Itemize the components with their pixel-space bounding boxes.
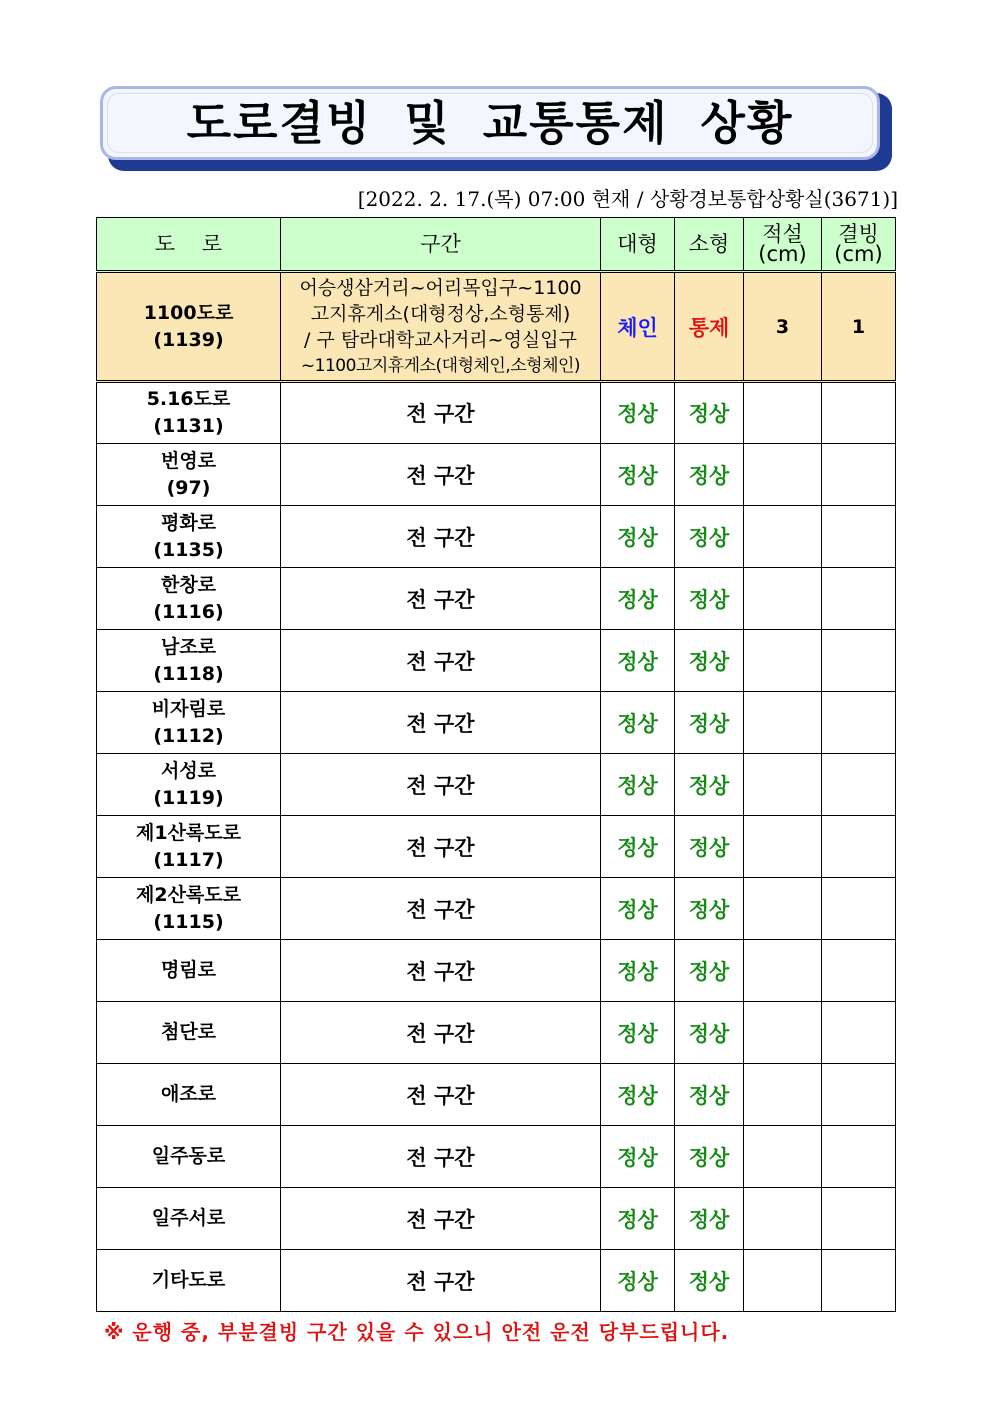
- large-vehicle-status: 정상: [601, 1250, 675, 1312]
- road-name: 첨단로: [160, 1021, 217, 1043]
- ice-depth: [822, 1064, 896, 1126]
- table-row: [97, 1250, 896, 1312]
- section-cell: 전 구간: [281, 878, 601, 940]
- ice-depth: [822, 444, 896, 506]
- table-row: [97, 1126, 896, 1188]
- table-row: [97, 878, 896, 940]
- large-vehicle-status: 정상: [601, 1126, 675, 1188]
- section-cell: 전 구간: [281, 940, 601, 1002]
- large-vehicle-status: 정상: [601, 878, 675, 940]
- table-row: [97, 444, 896, 506]
- snow-depth: [744, 816, 822, 878]
- header-snow-unit: (cm): [758, 242, 807, 266]
- road-name: 제2산록도로: [136, 883, 241, 906]
- section-cell: 전 구간: [281, 1126, 601, 1188]
- large-vehicle-status: 체인: [601, 272, 675, 382]
- table-row: [97, 1064, 896, 1126]
- road-name: 일주동로: [151, 1145, 226, 1167]
- snow-depth: [744, 1064, 822, 1126]
- ice-depth: [822, 1126, 896, 1188]
- road-status-table: [96, 217, 896, 1312]
- ice-depth: 1: [822, 272, 896, 382]
- header-section: 구간: [281, 218, 601, 272]
- snow-depth: [744, 382, 822, 444]
- road-cell: [97, 272, 281, 382]
- road-number: (1118): [153, 662, 224, 685]
- road-number: (1116): [153, 600, 224, 623]
- large-vehicle-status: 정상: [601, 444, 675, 506]
- large-vehicle-status: 정상: [601, 816, 675, 878]
- report-date-line: [2022. 2. 17.(목) 07:00 현재 / 상황경보통합상황실(3671)]: [357, 187, 898, 211]
- section-line: / 구 탐라대학교사거리~영실입구: [303, 328, 577, 351]
- road-cell: [97, 692, 281, 754]
- road-number: (1139): [153, 328, 224, 351]
- large-vehicle-status: 정상: [601, 506, 675, 568]
- road-cell: [97, 568, 281, 630]
- road-name: 한창로: [160, 573, 217, 596]
- header-ice-label: 결빙: [838, 222, 879, 246]
- large-vehicle-status: 정상: [601, 1002, 675, 1064]
- small-vehicle-status: 정상: [675, 940, 744, 1002]
- small-vehicle-status: 정상: [675, 506, 744, 568]
- road-name: 제1산록도로: [136, 821, 241, 844]
- section-cell: 전 구간: [281, 692, 601, 754]
- ice-depth: [822, 630, 896, 692]
- section-cell: 전 구간: [281, 1002, 601, 1064]
- header-snow-label: 적설: [762, 222, 803, 246]
- snow-depth: [744, 940, 822, 1002]
- road-number: (1135): [153, 538, 224, 561]
- small-vehicle-status: 정상: [675, 816, 744, 878]
- road-cell: [97, 630, 281, 692]
- small-vehicle-status: 정상: [675, 1188, 744, 1250]
- snow-depth: [744, 692, 822, 754]
- header-road-label: 도 로: [154, 232, 223, 256]
- road-cell: [97, 1250, 281, 1312]
- section-line: ~1100고지휴게소(대형체인,소형체인): [300, 355, 581, 376]
- snow-depth: [744, 1250, 822, 1312]
- road-name: 애조로: [160, 1083, 217, 1105]
- road-name: 비자림로: [151, 697, 226, 720]
- table-row: [97, 382, 896, 444]
- table-row: [97, 568, 896, 630]
- ice-depth: [822, 754, 896, 816]
- road-cell: [97, 1126, 281, 1188]
- road-number: (1131): [153, 415, 224, 437]
- small-vehicle-status: 정상: [675, 878, 744, 940]
- section-cell: 전 구간: [281, 816, 601, 878]
- small-vehicle-status: 정상: [675, 754, 744, 816]
- snow-depth: [744, 1002, 822, 1064]
- ice-depth: [822, 506, 896, 568]
- ice-depth: [822, 1188, 896, 1250]
- table-row: [97, 816, 896, 878]
- large-vehicle-status: 정상: [601, 754, 675, 816]
- section-cell: 전 구간: [281, 1250, 601, 1312]
- header-small-vehicle: 소형: [675, 218, 744, 272]
- header-ice: [822, 218, 896, 272]
- small-vehicle-status: 정상: [675, 1126, 744, 1188]
- road-cell: [97, 940, 281, 1002]
- small-vehicle-status: 정상: [675, 1064, 744, 1126]
- snow-depth: [744, 754, 822, 816]
- road-cell: [97, 754, 281, 816]
- road-cell: [97, 1002, 281, 1064]
- ice-depth: [822, 568, 896, 630]
- road-cell: [97, 382, 281, 444]
- snow-depth: [744, 1126, 822, 1188]
- snow-depth: [744, 444, 822, 506]
- road-name: 평화로: [160, 511, 217, 534]
- road-number: (1117): [153, 848, 224, 871]
- road-number: (1112): [153, 724, 224, 747]
- page-title: 도로결빙 및 교통통제 상황: [186, 96, 794, 150]
- title-banner: [100, 86, 886, 166]
- section-cell: 전 구간: [281, 630, 601, 692]
- small-vehicle-status: 정상: [675, 444, 744, 506]
- header-road: [97, 218, 281, 272]
- table-row: [97, 940, 896, 1002]
- ice-depth: [822, 816, 896, 878]
- snow-depth: [744, 506, 822, 568]
- section-cell: 전 구간: [281, 1188, 601, 1250]
- large-vehicle-status: 정상: [601, 630, 675, 692]
- road-name: 남조로: [160, 635, 217, 658]
- section-cell: 전 구간: [281, 382, 601, 444]
- ice-depth: [822, 940, 896, 1002]
- road-cell: [97, 1064, 281, 1126]
- snow-depth: [744, 1188, 822, 1250]
- safety-notice: ※ 운행 중, 부분결빙 구간 있을 수 있으니 안전 운전 당부드립니다.: [104, 1320, 730, 1344]
- table-row-1100-road: [97, 272, 896, 382]
- large-vehicle-status: 정상: [601, 568, 675, 630]
- snow-depth: [744, 568, 822, 630]
- road-cell: [97, 816, 281, 878]
- ice-depth: [822, 878, 896, 940]
- large-vehicle-status: 정상: [601, 382, 675, 444]
- ice-depth: [822, 382, 896, 444]
- section-cell: 전 구간: [281, 506, 601, 568]
- road-name: 일주서로: [151, 1207, 226, 1229]
- road-cell: [97, 506, 281, 568]
- small-vehicle-status: 정상: [675, 1002, 744, 1064]
- table-row: [97, 1002, 896, 1064]
- ice-depth: [822, 692, 896, 754]
- road-name: 명림로: [160, 959, 217, 981]
- section-cell: 전 구간: [281, 754, 601, 816]
- road-cell: [97, 444, 281, 506]
- header-large-vehicle: 대형: [601, 218, 675, 272]
- table-header-row: [97, 218, 896, 272]
- road-name: 서성로: [160, 759, 217, 782]
- table-row: [97, 1188, 896, 1250]
- snow-depth: [744, 878, 822, 940]
- table-row: [97, 506, 896, 568]
- header-snow: [744, 218, 822, 272]
- section-cell: 전 구간: [281, 1064, 601, 1126]
- snow-depth: 3: [744, 272, 822, 382]
- section-cell: 전 구간: [281, 568, 601, 630]
- large-vehicle-status: 정상: [601, 692, 675, 754]
- table-row: [97, 692, 896, 754]
- road-number: (1119): [153, 786, 224, 809]
- ice-depth: [822, 1002, 896, 1064]
- small-vehicle-status: 정상: [675, 692, 744, 754]
- small-vehicle-status: 통제: [675, 272, 744, 382]
- ice-depth: [822, 1250, 896, 1312]
- road-number: (97): [166, 476, 211, 499]
- section-cell: 전 구간: [281, 444, 601, 506]
- header-ice-unit: (cm): [834, 242, 883, 266]
- table-row: [97, 754, 896, 816]
- section-line: 어승생삼거리~어리목입구~1100: [299, 276, 582, 299]
- road-name: 번영로: [160, 449, 217, 472]
- small-vehicle-status: 정상: [675, 568, 744, 630]
- large-vehicle-status: 정상: [601, 940, 675, 1002]
- road-name: 1100도로: [143, 301, 234, 324]
- large-vehicle-status: 정상: [601, 1188, 675, 1250]
- large-vehicle-status: 정상: [601, 1064, 675, 1126]
- table-row: [97, 630, 896, 692]
- road-name: 기타도로: [151, 1269, 226, 1291]
- road-number: (1115): [153, 910, 224, 933]
- road-cell: [97, 878, 281, 940]
- road-cell: [97, 1188, 281, 1250]
- section-detail-cell: [281, 272, 601, 382]
- road-name: 5.16도로: [146, 388, 231, 410]
- small-vehicle-status: 정상: [675, 1250, 744, 1312]
- small-vehicle-status: 정상: [675, 630, 744, 692]
- section-line: 고지휴게소(대형정상,소형통제): [310, 302, 571, 325]
- snow-depth: [744, 630, 822, 692]
- small-vehicle-status: 정상: [675, 382, 744, 444]
